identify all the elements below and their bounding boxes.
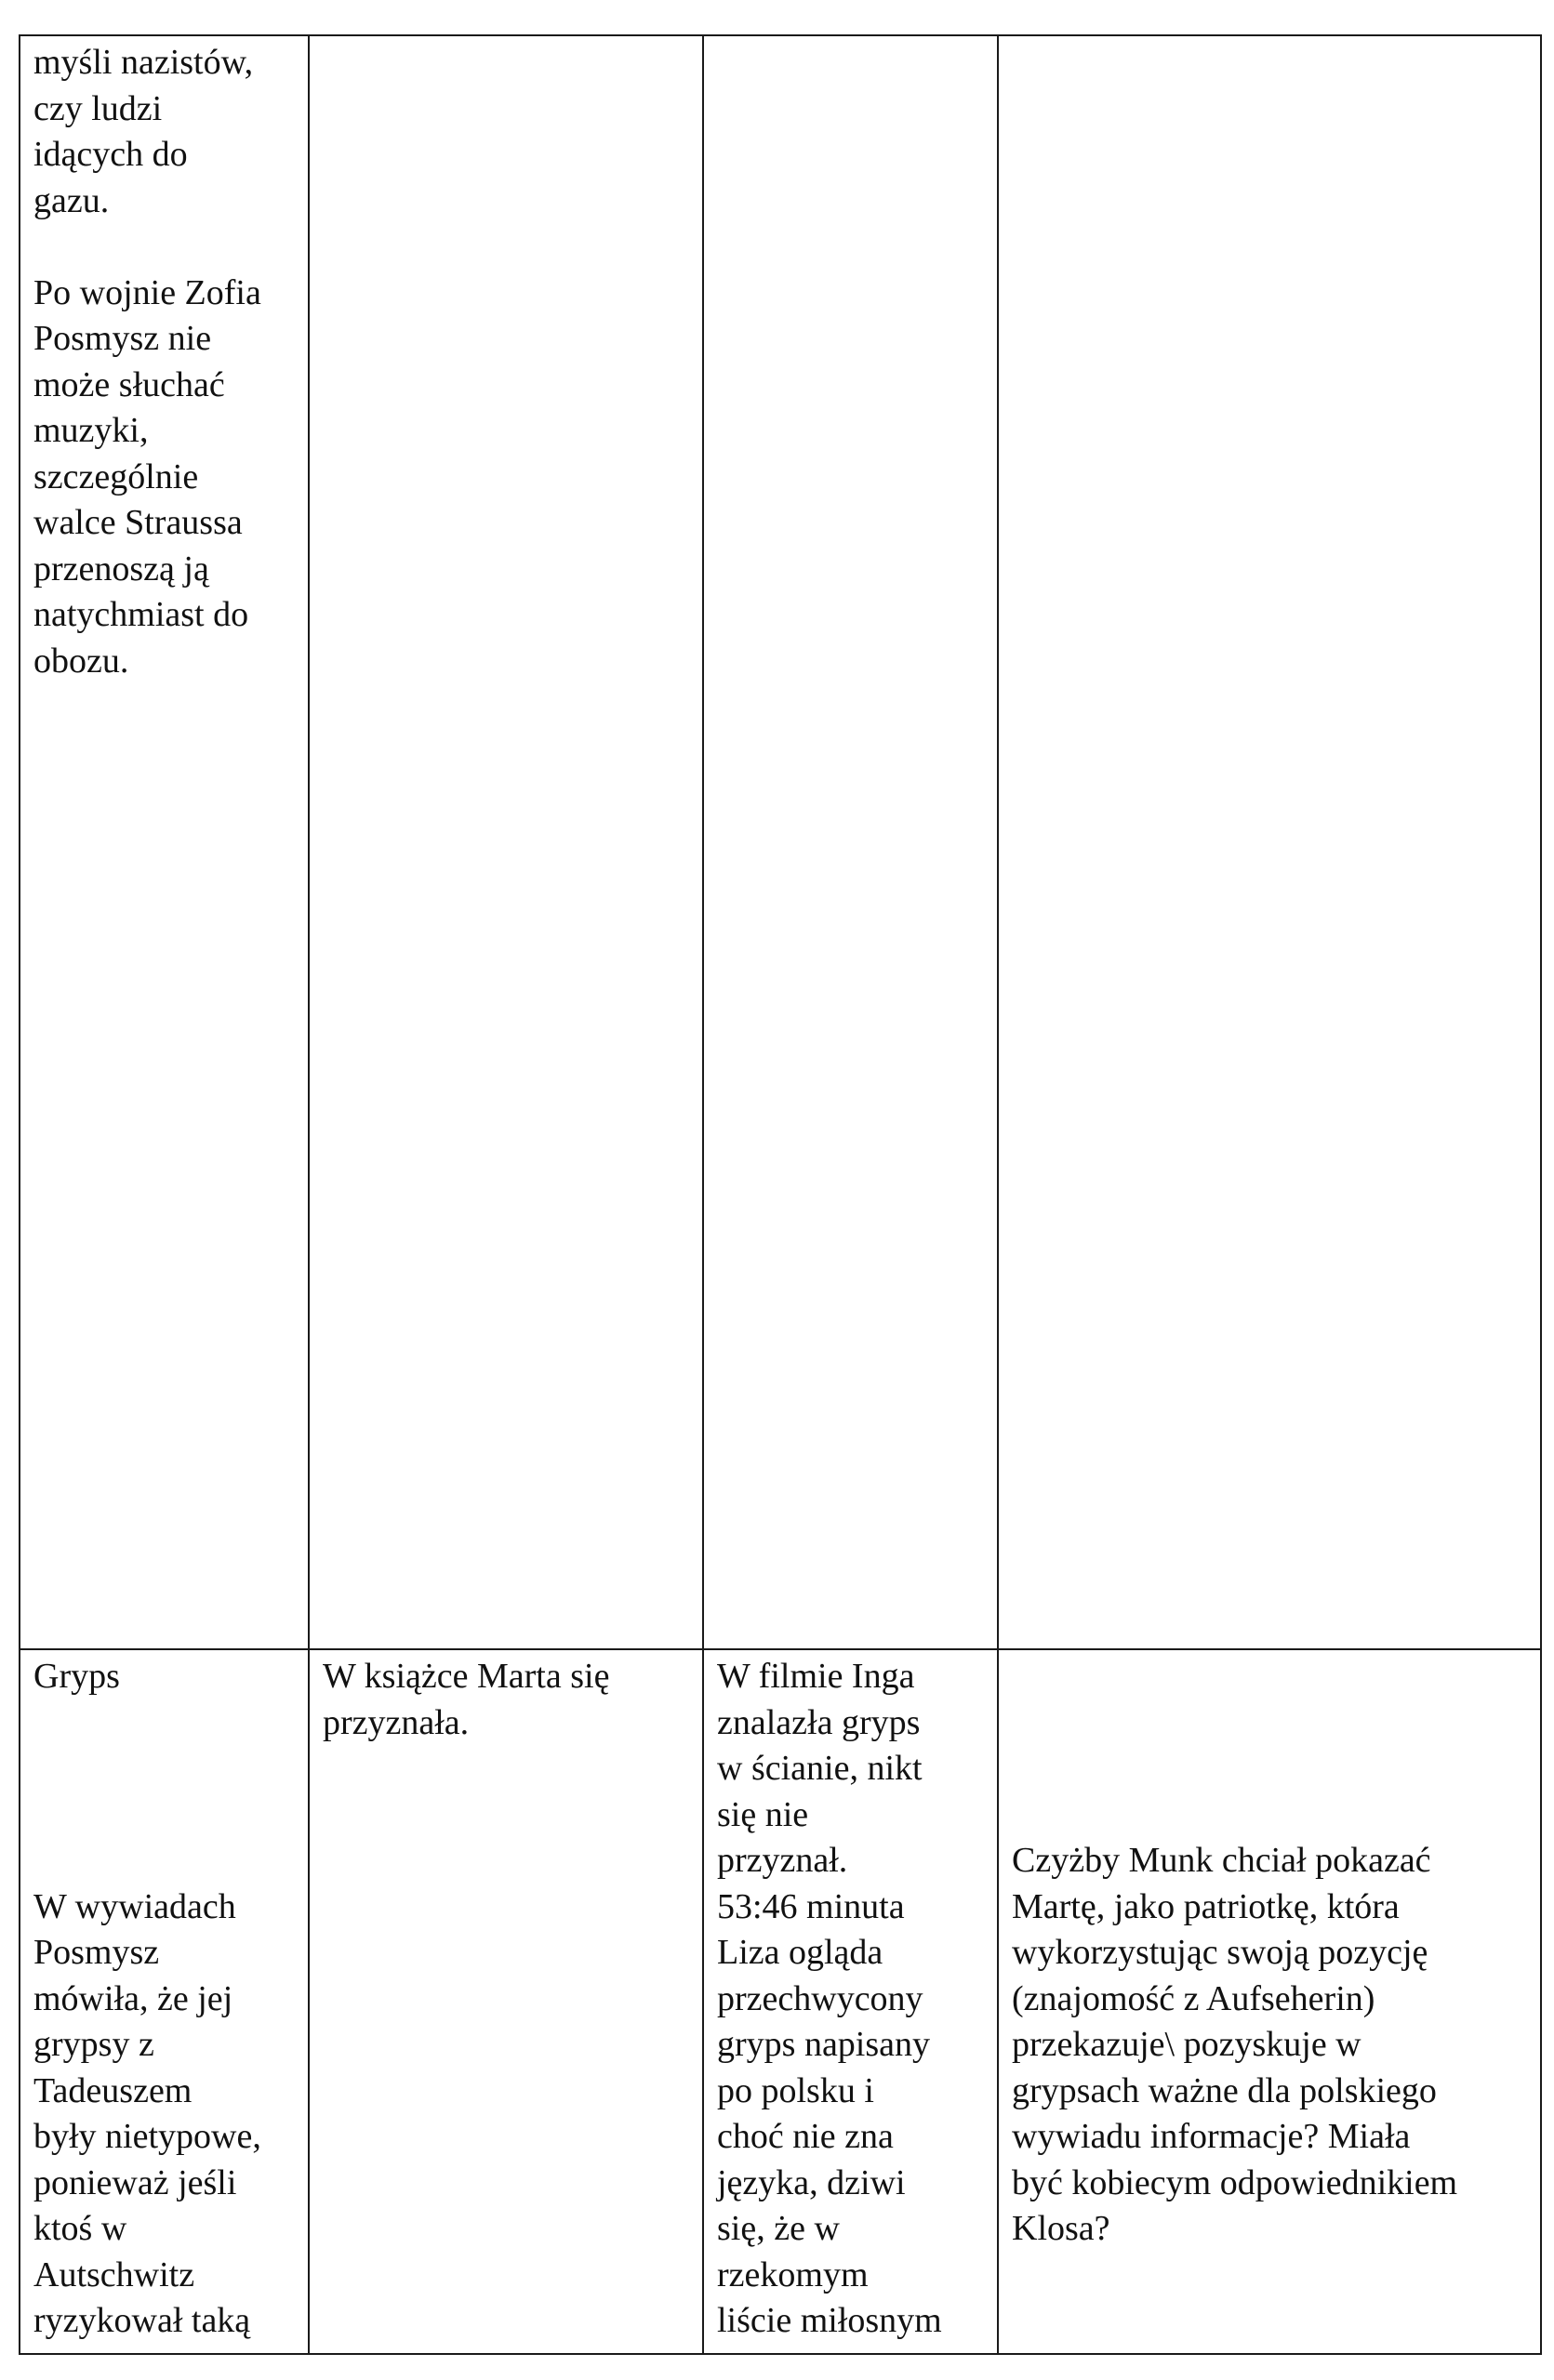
table-row [20, 35, 1541, 1649]
table-cell-r1-c3 [703, 35, 998, 1649]
table-cell-r2-c3 [703, 1649, 998, 2354]
table-cell-r1-c1 [20, 35, 309, 1649]
table-cell-r1-c4 [998, 35, 1541, 1649]
cell-paragraph: W wywiadach Posmysz mówiła, że jej grypsy z Tadeuszem były nietypowe, ponieważ jeśli ktoś w Autschwitz ryzykował taką [33, 1886, 261, 2340]
table-cell-r1-c2 [309, 35, 703, 1649]
cell-paragraph: Po wojnie Zofia Posmysz nie może słuchać muzyki, szczególnie walce Straussa przenoszą ją natychmiast do obozu. [33, 272, 261, 681]
cell-paragraph: W filmie Inga znalazła gryps w ścianie, nikt się nie przyznał. 53:46 minuta Liza ogląda przechwycony gryps napisany po polsku i choć nie zna języka, dziwi się, że w rzekomym liście miłosnym [717, 1657, 942, 2340]
table-cell-r2-c4 [998, 1649, 1541, 2354]
table-cell-r2-c1 [20, 1649, 309, 2354]
document-table [19, 34, 1542, 2355]
cell-paragraph: W książce Marta się przyznała. [323, 1657, 610, 1742]
cell-paragraph: Czyżby Munk chciał pokazać Martę, jako patriotkę, która wykorzystując swoją pozycję (znajomość z Aufseherin) przekazuje\ pozyskuje w grypsach ważne dla polskiego wywiadu informacje? Miała być kobiecym odpowiednikiem Klosa? [1012, 1841, 1458, 2248]
cell-heading-gryps: Gryps [33, 1657, 120, 1696]
table-cell-r2-c2 [309, 1649, 703, 2354]
cell-paragraph: myśli nazistów, czy ludzi idących do gazu. [33, 43, 254, 220]
table-row [20, 1649, 1541, 2354]
